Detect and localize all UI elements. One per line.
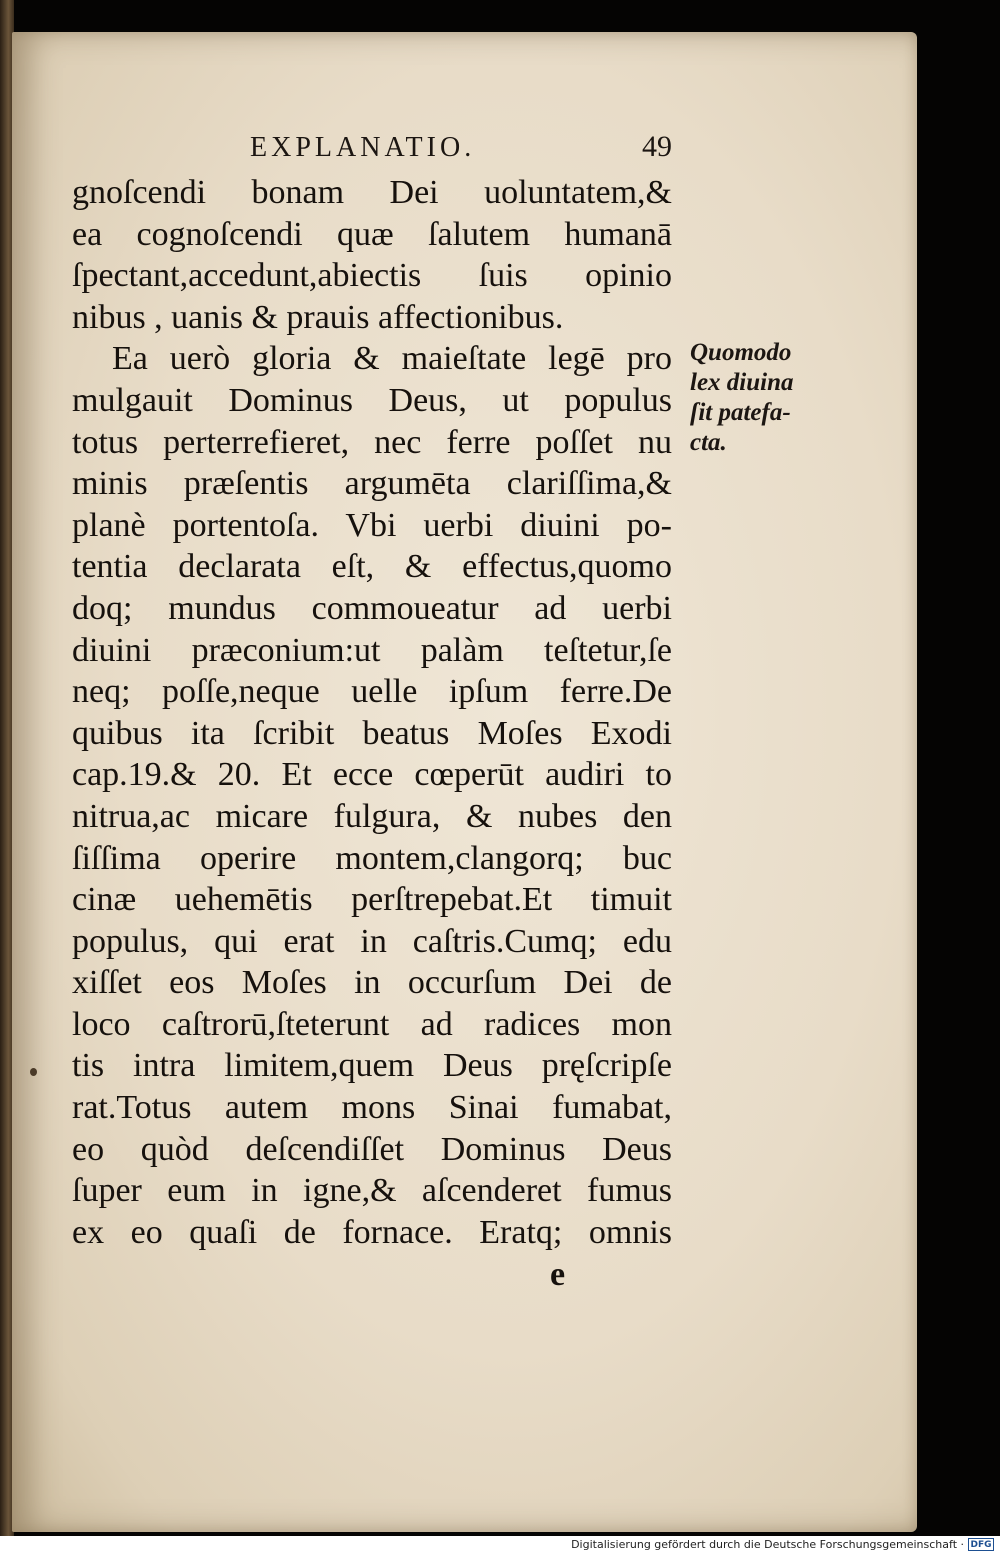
running-head-title: EXPLANATIO. (250, 132, 476, 163)
marginal-note (690, 338, 840, 458)
text-line: tentia declarata eſt, & effectus,quomo (72, 548, 672, 586)
text-line: ea cognoſcendi quæ ſalutem humanā (72, 215, 672, 253)
catchword: e (550, 1256, 566, 1293)
text-line: tis intra limitem,quem Deus pręſcripſe (72, 1047, 672, 1085)
text-line: nibus , uanis & prauis affectionibus. (72, 298, 564, 336)
marginal-note-line: Quomodo (690, 339, 792, 366)
text-line: totus perterrefieret, nec ferre poſſet nu (72, 423, 672, 461)
main-text-block (72, 172, 672, 1253)
text-line: quibus ita ſcribit beatus Moſes Exodi (72, 714, 672, 752)
text-line: planè portentoſa. Vbi uerbi diuini po- (72, 506, 672, 544)
ink-spot (30, 1068, 37, 1076)
text-line: doq; mundus commoueatur ad uerbi (72, 589, 672, 627)
text-line: xiſſet eos Moſes in occurſum Dei de (72, 964, 672, 1002)
text-line: cinæ uehemētis perſtrepebat.Et timuit (72, 881, 672, 919)
text-line: diuini præconium:ut palàm teſtetur,ſe (72, 631, 672, 669)
marginal-note-line: lex diuina (690, 369, 794, 396)
marginal-note-line: cta. (690, 429, 727, 456)
text-line: mulgauit Dominus Deus, ut populus (72, 381, 672, 419)
text-line: populus, qui erat in caſtris.Cumq; edu (72, 922, 672, 960)
text-line: minis præſentis argumēta clariſſima,& (72, 465, 672, 503)
text-line: neq; poſſe,neque uelle ipſum ferre.De (72, 673, 672, 711)
text-line: nitrua,ac micare fulgura, & nubes den (72, 797, 672, 835)
text-line: gnoſcendi bonam Dei uoluntatem,& (72, 174, 672, 211)
text-line: ex eo quaſi de fornace. Eratq; omnis (72, 1213, 672, 1251)
marginal-note-line: ſit patefa- (690, 399, 791, 426)
dfg-logo-icon: DFG (968, 1538, 994, 1551)
digitization-footer (0, 1536, 1000, 1554)
text-line: Ea uerò gloria & maieſtate legē pro (112, 340, 672, 378)
text-line: eo quòd deſcendiſſet Dominus Deus (72, 1130, 672, 1168)
page-number: 49 (642, 130, 672, 163)
funding-credit-text: Digitalisierung gefördert durch die Deutsche Forschungsgemeinschaft · (571, 1538, 964, 1551)
text-line: ſiſſima operire montem,clangorq; buc (72, 839, 672, 877)
running-head (250, 132, 680, 168)
text-line: loco caſtrorū,ſteterunt ad radices mon (72, 1005, 672, 1043)
text-line: ſuper eum in igne,& aſcenderet fumus (72, 1172, 672, 1210)
text-line: ſpectant,accedunt,abiectis ſuis opinio (72, 257, 672, 295)
text-line: rat.Totus autem mons Sinai fumabat, (72, 1089, 672, 1127)
text-line: cap.19.& 20. Et ecce cœperūt audiri to (72, 756, 672, 794)
